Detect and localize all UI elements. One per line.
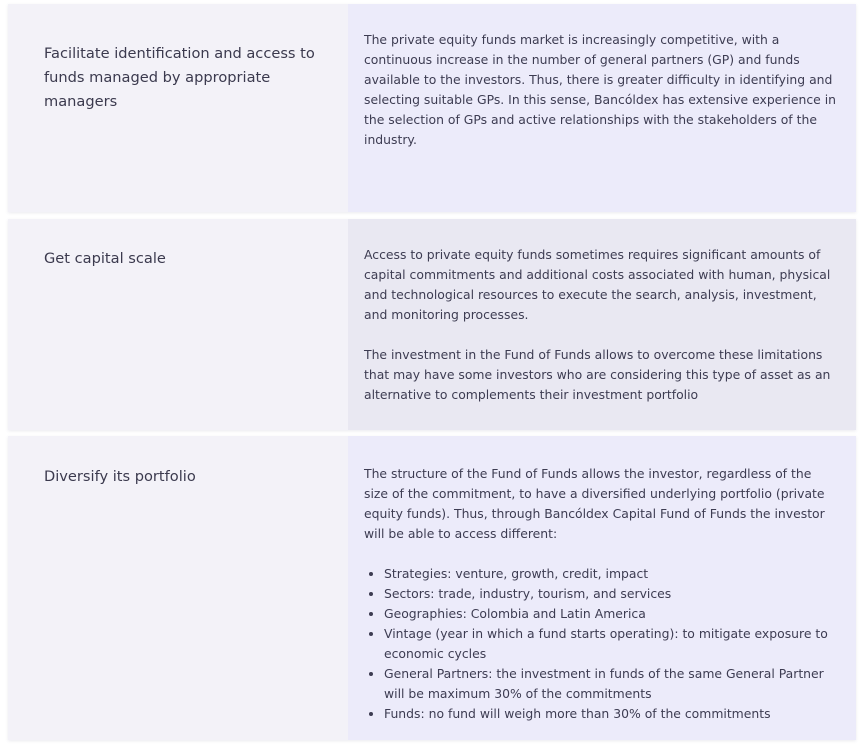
- list-item: • Vintage (year in which a fund starts operating): to mitigate exposure to economic cycles: [384, 624, 838, 664]
- row-title: Diversify its portfolio: [44, 468, 196, 485]
- row-description-cell: [348, 219, 856, 430]
- bullet-list: [364, 564, 838, 724]
- row-title-cell: [8, 436, 348, 740]
- description-paragraph: The private equity funds market is increasingly competitive, with a continuous increase in the number of general partners (GP) and funds available to the investors. Thus, there is greater difficulty in identifying and selecting suitable GPs. In this sense, Bancóldex has extensive experience in the selection of GPs and active relationships with the stakeholders of the industry.: [364, 32, 836, 147]
- list-item: • Sectors: trade, industry, tourism, and services: [384, 584, 838, 604]
- table-row: [8, 436, 856, 740]
- row-title-cell: [8, 4, 348, 212]
- description-paragraph: The investment in the Fund of Funds allows to overcome these limitations that may have some investors who are considering this type of asset as an alternative to complements their investment portfolio: [364, 347, 831, 402]
- list-item: • General Partners: the investment in funds of the same General Partner will be maximum 30% of the commitments: [384, 664, 838, 704]
- row-title: Facilitate identification and access to funds managed by appropriate managers: [44, 45, 315, 110]
- list-item: • Strategies: venture, growth, credit, impact: [384, 564, 838, 584]
- description-paragraph: Access to private equity funds sometimes requires significant amounts of capital commitments and additional costs associated with human, physical and technological resources to execute the search, analysis, investment, and monitoring processes.: [364, 247, 831, 322]
- row-title: Get capital scale: [44, 250, 166, 267]
- list-item: • Geographies: Colombia and Latin America: [384, 604, 838, 624]
- table-row: [8, 219, 856, 430]
- description-paragraph: The structure of the Fund of Funds allows the investor, regardless of the size of the commitment, to have a diversified underlying portfolio (private equity funds). Thus, through Bancóldex Capital Fund of Funds the investor will be able to access different:: [364, 466, 825, 541]
- row-description-cell: [348, 4, 856, 212]
- row-description-cell: [348, 436, 856, 740]
- table-row: [8, 4, 856, 212]
- row-title-cell: [8, 219, 348, 430]
- list-item: • Funds: no fund will weigh more than 30% of the commitments: [384, 704, 838, 724]
